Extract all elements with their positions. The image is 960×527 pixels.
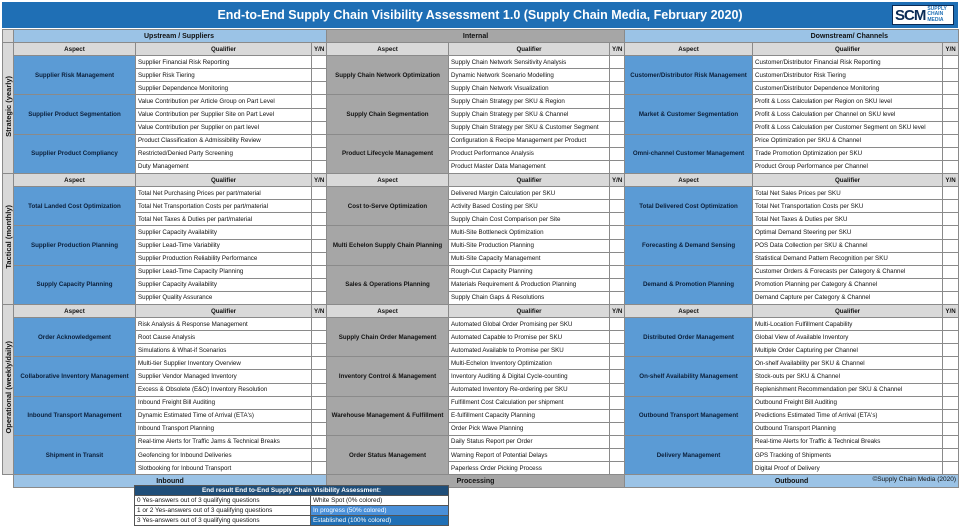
aspect-cell: Product Lifecycle Management [327, 134, 449, 173]
qualifier-cell: GPS Tracking of Shipments [753, 449, 943, 462]
qualifier-cell: Supplier Lead-Time Variability [136, 239, 312, 252]
yn-answer-cell[interactable] [312, 226, 327, 239]
yn-answer-cell[interactable] [610, 200, 625, 213]
yn-answer-cell[interactable] [943, 435, 959, 448]
qualifier-cell: Supplier Risk Tiering [136, 69, 312, 82]
qualifier-cell: Total Net Sales Prices per SKU [753, 187, 943, 200]
column-header-aspect: Aspect [14, 304, 136, 317]
yn-answer-cell[interactable] [943, 200, 959, 213]
qualifier-cell: Price Optimization per SKU & Channel [753, 134, 943, 147]
qualifier-cell: Activity Based Costing per SKU [449, 200, 610, 213]
yn-answer-cell[interactable] [312, 108, 327, 121]
qualifier-cell: Value Contribution per Supplier on part level [136, 121, 312, 134]
column-header-qualifier: Qualifier [753, 174, 943, 187]
qualifier-cell: Total Net Purchasing Prices per part/material [136, 187, 312, 200]
yn-answer-cell[interactable] [312, 160, 327, 173]
legend-title: End result End to-End Supply Chain Visibility Assessment: [135, 486, 449, 496]
scm-logo [892, 5, 954, 25]
aspect-cell: Collaborative Inventory Management [14, 357, 136, 396]
yn-answer-cell[interactable] [610, 108, 625, 121]
section-label: Strategic (yearly) [4, 75, 13, 137]
yn-answer-cell[interactable] [312, 239, 327, 252]
section-label: Operational (weekly/daily) [4, 341, 13, 434]
copyright: ©Supply Chain Media (2020) [872, 476, 956, 483]
yn-answer-cell[interactable] [943, 331, 959, 344]
yn-answer-cell[interactable] [610, 69, 625, 82]
aspect-cell: On-shelf Availability Management [625, 357, 753, 396]
logo-mark: SCM [895, 6, 926, 24]
qualifier-cell: Profit & Loss Calculation per Region on SKU level [753, 95, 943, 108]
qualifier-cell: Materials Requirement & Production Planning [449, 278, 610, 291]
aspect-cell: Inbound Transport Management [14, 396, 136, 435]
qualifier-cell: Inventory Auditing & Digital Cycle-counting [449, 370, 610, 383]
column-header-yn: Y/N [610, 304, 625, 317]
qualifier-cell: Product Performance Analysis [449, 147, 610, 160]
yn-answer-cell[interactable] [610, 370, 625, 383]
column-header-qualifier: Qualifier [449, 304, 610, 317]
qualifier-cell: Predictions Estimated Time of Arrival (ETA's) [753, 409, 943, 422]
qualifier-cell: Multi-tier Supplier Inventory Overview [136, 357, 312, 370]
qualifier-cell: Total Net Transportation Costs per part/material [136, 200, 312, 213]
yn-answer-cell[interactable] [943, 82, 959, 95]
yn-answer-cell[interactable] [610, 252, 625, 265]
section-label-cell [3, 304, 14, 474]
qualifier-cell: Multi-Site Bottleneck Optimization [449, 226, 610, 239]
qualifier-cell: Profit & Loss Calculation per Customer Segment on SKU level [753, 121, 943, 134]
zone-upstream: Upstream / Suppliers [14, 30, 327, 43]
qualifier-cell: Duty Management [136, 160, 312, 173]
logo-subtext: SUPPLY CHAIN MEDIA [927, 5, 947, 23]
aspect-cell: Supply Chain Order Management [327, 318, 449, 357]
yn-answer-cell[interactable] [610, 396, 625, 409]
assessment-grid [2, 29, 959, 488]
column-header-qualifier: Qualifier [449, 43, 610, 56]
qualifier-cell: Risk Analysis & Response Management [136, 318, 312, 331]
yn-answer-cell[interactable] [943, 462, 959, 475]
qualifier-cell: Outbound Transport Planning [753, 422, 943, 435]
qualifier-cell: Delivered Margin Calculation per SKU [449, 187, 610, 200]
qualifier-cell: Total Net Taxes & Duties per part/material [136, 213, 312, 226]
aspect-cell: Order Acknowledgement [14, 318, 136, 357]
qualifier-cell: Global View of Available Inventory [753, 331, 943, 344]
yn-answer-cell[interactable] [943, 69, 959, 82]
footer-outbound: Outbound [625, 475, 959, 488]
column-header-qualifier: Qualifier [136, 43, 312, 56]
column-header-yn: Y/N [312, 304, 327, 317]
zone-internal: Internal [327, 30, 625, 43]
legend-table [134, 485, 449, 526]
yn-answer-cell[interactable] [610, 239, 625, 252]
yn-answer-cell[interactable] [312, 134, 327, 147]
yn-answer-cell[interactable] [943, 318, 959, 331]
column-header-qualifier: Qualifier [753, 43, 943, 56]
yn-answer-cell[interactable] [943, 56, 959, 69]
yn-answer-cell[interactable] [610, 265, 625, 278]
aspect-cell: Omni-channel Customer Management [625, 134, 753, 173]
qualifier-cell: Configuration & Recipe Management per Product [449, 134, 610, 147]
yn-answer-cell[interactable] [312, 318, 327, 331]
qualifier-cell: Supply Chain Gaps & Resolutions [449, 291, 610, 304]
yn-answer-cell[interactable] [943, 422, 959, 435]
yn-answer-cell[interactable] [312, 370, 327, 383]
yn-answer-cell[interactable] [610, 449, 625, 462]
yn-answer-cell[interactable] [610, 383, 625, 396]
qualifier-cell: Supply Chain Cost Comparison per Site [449, 213, 610, 226]
qualifier-cell: Customer/Distributor Dependence Monitoring [753, 82, 943, 95]
qualifier-cell: Supply Chain Strategy per SKU & Region [449, 95, 610, 108]
qualifier-cell: Total Net Transportation Costs per SKU [753, 200, 943, 213]
aspect-cell: Market & Customer Segmentation [625, 95, 753, 134]
legend-result-in-progress: In progress (50% colored) [311, 506, 449, 516]
qualifier-cell: Value Contribution per Supplier Site on Part Level [136, 108, 312, 121]
aspect-cell: Supply Chain Network Optimization [327, 56, 449, 95]
yn-answer-cell[interactable] [610, 56, 625, 69]
qualifier-cell: Customer/Distributor Risk Tiering [753, 69, 943, 82]
qualifier-cell: Total Net Taxes & Duties per SKU [753, 213, 943, 226]
yn-answer-cell[interactable] [943, 370, 959, 383]
yn-answer-cell[interactable] [312, 278, 327, 291]
qualifier-cell: Supplier Capacity Availability [136, 278, 312, 291]
yn-answer-cell[interactable] [312, 95, 327, 108]
qualifier-cell: Dynamic Network Scenario Modelling [449, 69, 610, 82]
yn-answer-cell[interactable] [312, 265, 327, 278]
yn-answer-cell[interactable] [610, 121, 625, 134]
yn-answer-cell[interactable] [943, 278, 959, 291]
column-header-yn: Y/N [943, 304, 959, 317]
qualifier-cell: Optimal Demand Steering per SKU [753, 226, 943, 239]
aspect-cell: Customer/Distributor Risk Management [625, 56, 753, 95]
yn-answer-cell[interactable] [610, 462, 625, 475]
qualifier-cell: Paperless Order Picking Process [449, 462, 610, 475]
column-header-qualifier: Qualifier [136, 304, 312, 317]
qualifier-cell: Dynamic Estimated Time of Arrival (ETA's) [136, 409, 312, 422]
page-title: End-to-End Supply Chain Visibility Assessment 1.0 (Supply Chain Media, February 2020) [217, 8, 743, 22]
footer-corner [3, 475, 14, 488]
yn-answer-cell[interactable] [943, 226, 959, 239]
yn-answer-cell[interactable] [610, 422, 625, 435]
yn-answer-cell[interactable] [312, 187, 327, 200]
qualifier-cell: Inbound Freight Bill Auditing [136, 396, 312, 409]
yn-answer-cell[interactable] [943, 239, 959, 252]
yn-answer-cell[interactable] [312, 435, 327, 448]
column-header-yn: Y/N [610, 43, 625, 56]
qualifier-cell: Excess & Obsolete (E&O) Inventory Resolution [136, 383, 312, 396]
aspect-cell: Supply Capacity Planning [14, 265, 136, 304]
qualifier-cell: Real-time Alerts for Traffic Jams & Technical Breaks [136, 435, 312, 448]
aspect-cell: Inventory Control & Management [327, 357, 449, 396]
yn-answer-cell[interactable] [312, 383, 327, 396]
qualifier-cell: Product Group Performance per Channel [753, 160, 943, 173]
qualifier-cell: Supplier Quality Assurance [136, 291, 312, 304]
qualifier-cell: Product Master Data Management [449, 160, 610, 173]
aspect-cell: Total Delivered Cost Optimization [625, 187, 753, 226]
section-label: Tactical (monthly) [4, 205, 13, 269]
column-header-aspect: Aspect [14, 43, 136, 56]
qualifier-cell: Multi-Site Capacity Management [449, 252, 610, 265]
aspect-cell: Supplier Production Planning [14, 226, 136, 265]
qualifier-cell: Supply Chain Strategy per SKU & Customer Segment [449, 121, 610, 134]
qualifier-cell: Supply Chain Strategy per SKU & Channel [449, 108, 610, 121]
aspect-cell: Order Status Management [327, 435, 449, 474]
column-header-yn: Y/N [943, 174, 959, 187]
qualifier-cell: Multi-Site Production Planning [449, 239, 610, 252]
aspect-cell: Multi Echelon Supply Chain Planning [327, 226, 449, 265]
yn-answer-cell[interactable] [312, 121, 327, 134]
aspect-cell: Demand & Promotion Planning [625, 265, 753, 304]
qualifier-cell: Supplier Lead-Time Capacity Planning [136, 265, 312, 278]
yn-answer-cell[interactable] [312, 422, 327, 435]
aspect-cell: Distributed Order Management [625, 318, 753, 357]
yn-answer-cell[interactable] [943, 121, 959, 134]
qualifier-cell: Product Classification & Admissibility Review [136, 134, 312, 147]
column-header-aspect: Aspect [625, 43, 753, 56]
aspect-cell: Supplier Product Compliancy [14, 134, 136, 173]
yn-answer-cell[interactable] [610, 95, 625, 108]
yn-answer-cell[interactable] [610, 134, 625, 147]
qualifier-cell: Demand Capture per Category & Channel [753, 291, 943, 304]
qualifier-cell: Geofencing for Inbound Deliveries [136, 449, 312, 462]
qualifier-cell: Trade Promotion Optimization per SKU [753, 147, 943, 160]
column-header-qualifier: Qualifier [449, 174, 610, 187]
column-header-qualifier: Qualifier [136, 174, 312, 187]
yn-answer-cell[interactable] [610, 344, 625, 357]
yn-answer-cell[interactable] [943, 252, 959, 265]
qualifier-cell: Supplier Dependence Monitoring [136, 82, 312, 95]
column-header-yn: Y/N [610, 174, 625, 187]
yn-answer-cell[interactable] [610, 331, 625, 344]
yn-answer-cell[interactable] [312, 200, 327, 213]
aspect-cell: Outbound Transport Management [625, 396, 753, 435]
qualifier-cell: Multi-Location Fulfillment Capability [753, 318, 943, 331]
yn-answer-cell[interactable] [312, 56, 327, 69]
yn-answer-cell[interactable] [312, 69, 327, 82]
column-header-yn: Y/N [312, 174, 327, 187]
qualifier-cell: Inbound Transport Planning [136, 422, 312, 435]
qualifier-cell: Automated Available to Promise per SKU [449, 344, 610, 357]
qualifier-cell: Warning Report of Potential Delays [449, 449, 610, 462]
yn-answer-cell[interactable] [312, 252, 327, 265]
footer-processing: Processing [327, 475, 625, 488]
yn-answer-cell[interactable] [312, 449, 327, 462]
yn-answer-cell[interactable] [610, 226, 625, 239]
aspect-cell: Delivery Management [625, 435, 753, 474]
yn-answer-cell[interactable] [610, 435, 625, 448]
qualifier-cell: POS Data Collection per SKU & Channel [753, 239, 943, 252]
yn-answer-cell[interactable] [943, 187, 959, 200]
yn-answer-cell[interactable] [943, 409, 959, 422]
yn-answer-cell[interactable] [312, 396, 327, 409]
yn-answer-cell[interactable] [943, 383, 959, 396]
column-header-yn: Y/N [312, 43, 327, 56]
qualifier-cell: Automated Global Order Promising per SKU [449, 318, 610, 331]
section-label-cell [3, 174, 14, 305]
yn-answer-cell[interactable] [943, 160, 959, 173]
qualifier-cell: Multi-Echelon Inventory Optimization [449, 357, 610, 370]
section-label-cell [3, 43, 14, 174]
qualifier-cell: Simulations & What-if Scenarios [136, 344, 312, 357]
yn-answer-cell[interactable] [312, 357, 327, 370]
column-header-yn: Y/N [943, 43, 959, 56]
yn-answer-cell[interactable] [943, 357, 959, 370]
column-header-aspect: Aspect [14, 174, 136, 187]
corner-cell [3, 30, 14, 43]
yn-answer-cell[interactable] [312, 147, 327, 160]
yn-answer-cell[interactable] [610, 160, 625, 173]
yn-answer-cell[interactable] [943, 396, 959, 409]
aspect-cell: Supplier Risk Management [14, 56, 136, 95]
yn-answer-cell[interactable] [943, 344, 959, 357]
qualifier-cell: Supply Chain Network Sensitivity Analysis [449, 56, 610, 69]
aspect-cell: Forecasting & Demand Sensing [625, 226, 753, 265]
legend-criteria: 1 or 2 Yes-answers out of 3 qualifying questions [135, 506, 311, 516]
yn-answer-cell[interactable] [312, 344, 327, 357]
yn-answer-cell[interactable] [943, 147, 959, 160]
zone-downstream: Downstream/ Channels [625, 30, 959, 43]
yn-answer-cell[interactable] [312, 331, 327, 344]
yn-answer-cell[interactable] [312, 462, 327, 475]
column-header-aspect: Aspect [327, 304, 449, 317]
aspect-cell: Supplier Product Segmentation [14, 95, 136, 134]
yn-answer-cell[interactable] [610, 409, 625, 422]
yn-answer-cell[interactable] [610, 278, 625, 291]
yn-answer-cell[interactable] [610, 82, 625, 95]
column-header-aspect: Aspect [625, 174, 753, 187]
footer-inbound: Inbound [14, 475, 327, 488]
qualifier-cell: Profit & Loss Calculation per Channel on SKU level [753, 108, 943, 121]
aspect-cell: Shipment in Transit [14, 435, 136, 474]
qualifier-cell: Order Pick Wave Planning [449, 422, 610, 435]
qualifier-cell: Supplier Production Reliability Performance [136, 252, 312, 265]
qualifier-cell: Root Cause Analysis [136, 331, 312, 344]
qualifier-cell: Daily Status Report per Order [449, 435, 610, 448]
legend-result-established: Established (100% colored) [311, 516, 449, 526]
yn-answer-cell[interactable] [312, 291, 327, 304]
qualifier-cell: Supplier Financial Risk Reporting [136, 56, 312, 69]
aspect-cell: Total Landed Cost Optimization [14, 187, 136, 226]
yn-answer-cell[interactable] [610, 187, 625, 200]
yn-answer-cell[interactable] [610, 357, 625, 370]
qualifier-cell: Automated Inventory Re-ordering per SKU [449, 383, 610, 396]
yn-answer-cell[interactable] [312, 82, 327, 95]
qualifier-cell: Customer/Distributor Financial Risk Reporting [753, 56, 943, 69]
column-header-qualifier: Qualifier [753, 304, 943, 317]
qualifier-cell: Promotion Planning per Category & Channel [753, 278, 943, 291]
yn-answer-cell[interactable] [610, 147, 625, 160]
column-header-aspect: Aspect [327, 174, 449, 187]
yn-answer-cell[interactable] [943, 449, 959, 462]
qualifier-cell: Multiple Order Capturing per Channel [753, 344, 943, 357]
legend-criteria: 0 Yes-answers out of 3 qualifying questions [135, 496, 311, 506]
qualifier-cell: Customer Orders & Forecasts per Category & Channel [753, 265, 943, 278]
title-bar [2, 2, 958, 28]
yn-answer-cell[interactable] [312, 213, 327, 226]
qualifier-cell: Fulfillment Cost Calculation per shipment [449, 396, 610, 409]
qualifier-cell: Supply Chain Network Visualization [449, 82, 610, 95]
yn-answer-cell[interactable] [610, 213, 625, 226]
qualifier-cell: Outbound Freight Bill Auditing [753, 396, 943, 409]
yn-answer-cell[interactable] [943, 134, 959, 147]
qualifier-cell: E-fulfillment Capacity Planning [449, 409, 610, 422]
qualifier-cell: Value Contribution per Article Group on Part Level [136, 95, 312, 108]
yn-answer-cell[interactable] [943, 291, 959, 304]
yn-answer-cell[interactable] [943, 108, 959, 121]
qualifier-cell: Restricted/Denied Party Screening [136, 147, 312, 160]
qualifier-cell: Real-time Alerts for Traffic & Technical Breaks [753, 435, 943, 448]
column-header-aspect: Aspect [625, 304, 753, 317]
qualifier-cell: Supplier Vendor Managed Inventory [136, 370, 312, 383]
yn-answer-cell[interactable] [943, 95, 959, 108]
qualifier-cell: Stock-outs per SKU & Channel [753, 370, 943, 383]
qualifier-cell: Statistical Demand Pattern Recognition per SKU [753, 252, 943, 265]
column-header-aspect: Aspect [327, 43, 449, 56]
qualifier-cell: Slotbooking for Inbound Transport [136, 462, 312, 475]
qualifier-cell: On-shelf Availability per SKU & Channel [753, 357, 943, 370]
qualifier-cell: Replenishment Recommendation per SKU & Channel [753, 383, 943, 396]
yn-answer-cell[interactable] [610, 318, 625, 331]
yn-answer-cell[interactable] [610, 291, 625, 304]
qualifier-cell: Supplier Capacity Availability [136, 226, 312, 239]
yn-answer-cell[interactable] [943, 265, 959, 278]
aspect-cell: Supply Chain Segmentation [327, 95, 449, 134]
aspect-cell: Sales & Operations Planning [327, 265, 449, 304]
aspect-cell: Cost to-Serve Optimization [327, 187, 449, 226]
qualifier-cell: Automated Capable to Promise per SKU [449, 331, 610, 344]
qualifier-cell: Digital Proof of Delivery [753, 462, 943, 475]
legend-result-white-spot: White Spot (0% colored) [311, 496, 449, 506]
yn-answer-cell[interactable] [943, 213, 959, 226]
aspect-cell: Warehouse Management & Fulfillment [327, 396, 449, 435]
legend-criteria: 3 Yes-answers out of 3 qualifying questions [135, 516, 311, 526]
qualifier-cell: Rough-Cut Capacity Planning [449, 265, 610, 278]
yn-answer-cell[interactable] [312, 409, 327, 422]
